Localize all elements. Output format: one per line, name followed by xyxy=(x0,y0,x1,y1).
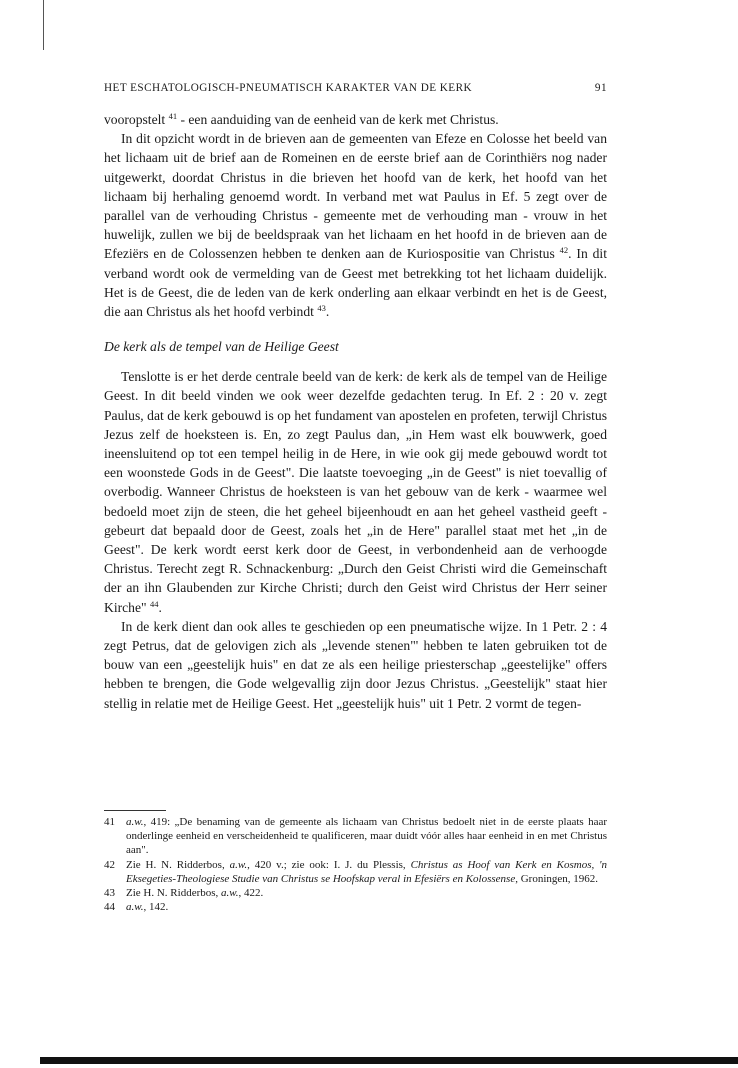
footnote-ref: 42 xyxy=(559,245,569,256)
paragraph xyxy=(104,129,607,321)
text-run: In dit opzicht wordt in de brieven aan de gemeenten van Efeze en Colosse het beeld van het lichaam uit de brief aan de Romeinen en de eerste brief aan de Corinthiërs nog nader uitgewerkt, doordat Christus in die brieven het hoofd van de kerk, het hoofd van het lichaam bij herhaling genoemd wordt. In verband met wat Paulus in Ef. 5 zegt over de parallel van de verhouding Christus - gemeente met de verhouding man - vrouw in het huwelijk, zullen we bij de beeldspraak van het lichaam en het hoofd in de brieven aan de Efeziërs en de Colossenzen hebben te denken aan de Kuriospositie van Christus xyxy=(104,131,607,262)
text-run: . In dit verband wordt ook de vermelding van de Geest met betrekking tot het lichaam duidelijk. Het is de Geest, die de leden van de kerk onderling aan elkaar verbindt en het is de Geest, die aan Christus als het hoofd verbindt xyxy=(104,246,607,320)
footnote-text xyxy=(126,815,607,858)
footnote-number: 42 xyxy=(104,858,115,871)
footnote xyxy=(104,886,607,900)
text-run: , 142. xyxy=(143,901,169,914)
text-run: . xyxy=(325,304,330,320)
footnote-number: 41 xyxy=(104,816,115,828)
italic-run: a.w. xyxy=(126,816,144,828)
footnotes xyxy=(104,810,607,914)
text-run: . xyxy=(158,599,162,615)
footnote-ref: 41 xyxy=(168,111,178,121)
footnote-text xyxy=(126,886,607,900)
text-run: - een aanduiding van de eenheid van de kerk met Christus. xyxy=(177,112,499,127)
text-run: , 419: „De benaming van de gemeente als lichaam van Christus bedoelt niet in de eerste plaats haar onderlinge eenheid en verscheidenheid te qualificeren, maar duidt vóór alles haar eenheid in en met Christus aan". xyxy=(126,816,607,857)
footnote-divider xyxy=(104,810,166,811)
footnote-text xyxy=(126,858,607,886)
italic-run: a.w. xyxy=(229,858,248,871)
body-text xyxy=(104,110,607,713)
text-run: Tenslotte is er het derde centrale beeld van de kerk: de kerk als de tempel van de Heilige Geest. In dit beeld vinden we ook weer dezelfde gedachten terug. In Ef. 2 : 20 v. zegt Paulus, dat de kerk gebouwd is op het fundament van apostelen en profeten, terwijl Christus Jezus zelf de hoeksteen is. En, zo zegt Paulus dan, „in Hem wast elk bouwwerk, goed ineensluitend op tot een tempel heilig in de Here, in wie ook gij mede gebouwd wordt tot een woonstede Gods in de Geest". Die laatste toevoeging „in de Geest" is niet toevallig of overbodig. Wanneer Christus de hoeksteen is van het gebouw van de kerk - waarmee wel bedoeld moet zijn de steen, die het geheel bijeenhoudt en aan het geheel vastheid geeft - gebeurt dat bepaald door de Geest, zoals het „in de Here" parallel staat met het „in de Geest". De kerk wordt eerst kerk door de Geest, in verbondenheid aan de verhoogde Christus. Terecht zegt R. Schnackenburg: „Durch den Geist Christi wird die Gemeinschaft der an ihn Glaubenden zur Kirche Christi; durch den Geist wird Christus der Herr seiner Kirche" xyxy=(104,369,607,615)
text-run: In de kerk dient dan ook alles te geschieden op een pneumatische wijze. In 1 Petr. 2 : 4 zegt Petrus, dat de gelovigen zich als „levende stenen"' hebben te laten gebruiken tot de bouw van een „geestelijk huis" en dat ze als een heilige priesterschap „geestelijke" offers hebben te brengen, die Gode welgevallig zijn door Jezus Christus. „Geestelijk" staat hier stellig in relatie met de Heilige Geest. Het „geestelijk huis" uit 1 Petr. 2 vormt de tegen- xyxy=(104,618,607,711)
paragraph xyxy=(104,617,607,713)
page-content xyxy=(104,80,607,713)
footnote-ref: 43 xyxy=(317,303,326,314)
paragraph xyxy=(104,367,607,617)
footnote xyxy=(104,858,607,886)
text-run: , Groningen, 1962. xyxy=(515,872,599,885)
page-number: 91 xyxy=(594,82,607,94)
section-heading: De kerk als de tempel van de Heilige Geest xyxy=(104,339,339,355)
paragraph xyxy=(104,110,607,129)
text-run: , 420 v.; zie ook: I. J. du Plessis, xyxy=(247,858,411,871)
footnote-number: 43 xyxy=(104,887,115,900)
italic-run: Christus as Hoof van Kerk en Kosmos, 'n Eksegeties-Theologiese Studie van Christus se Hoofskap veral in Efesiërs en Kolossense xyxy=(126,858,608,885)
footnote-ref: 44 xyxy=(149,598,159,609)
text-run: , 422. xyxy=(238,887,264,900)
text-run: vooropstelt xyxy=(104,112,169,127)
binding-edge-line xyxy=(43,0,44,50)
text-run: Zie H. N. Ridderbos, xyxy=(126,887,222,900)
running-title: HET ESCHATOLOGISCH-PNEUMATISCH KARAKTER VAN DE KERK xyxy=(104,82,473,94)
italic-run: a.w. xyxy=(126,901,144,914)
text-run: Zie H. N. Ridderbos, xyxy=(126,858,230,871)
running-header xyxy=(104,80,607,96)
footnote-number: 44 xyxy=(104,901,115,914)
footnote xyxy=(104,900,607,914)
scan-bottom-edge xyxy=(40,1057,738,1064)
italic-run: a.w. xyxy=(221,887,239,900)
footnote-text xyxy=(126,900,607,914)
footnote xyxy=(104,815,607,858)
